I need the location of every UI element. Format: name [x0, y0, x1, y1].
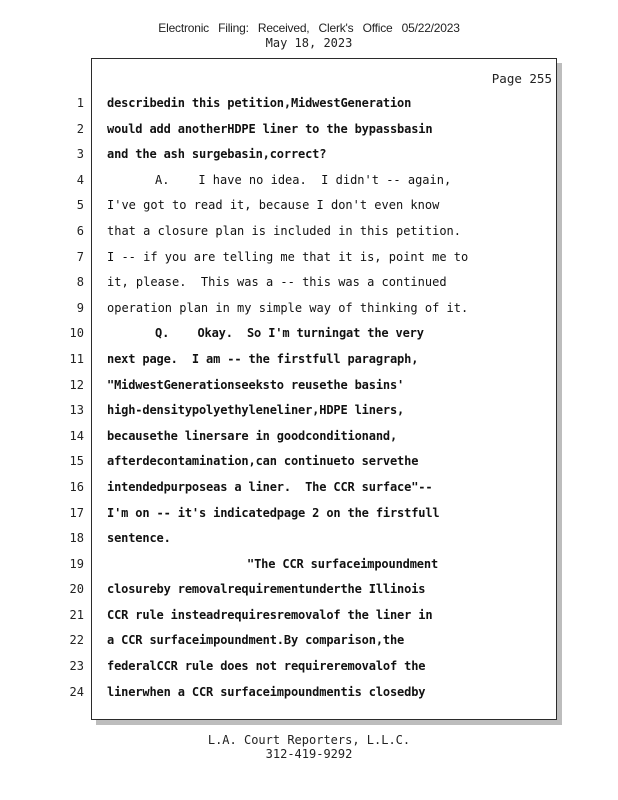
transcript-line: I -- if you are telling me that it is, point me to: [107, 249, 469, 264]
line-number: 11: [69, 351, 84, 366]
line-number: 21: [69, 607, 84, 622]
transcript-line: Q. Okay. So I'm turningat the very: [155, 326, 424, 341]
transcript-line: high-densitypolyethyleneliner,HDPE liners,: [107, 403, 405, 418]
transcript-line: operation plan in my simple way of thinking of it.: [107, 300, 469, 315]
transcript-line: intendedpurposeas a liner. The CCR surface"--: [107, 479, 433, 494]
line-number: 19: [69, 556, 84, 571]
transcript-line: and the ash surgebasin,correct?: [107, 147, 327, 162]
transcript-line: "MidwestGenerationseeksto reusethe basins': [107, 377, 405, 392]
transcript-date: May 18, 2023: [265, 36, 353, 50]
line-number: 8: [76, 275, 84, 290]
transcript-line: I've got to read it, because I don't even know: [107, 198, 440, 213]
transcript-text: [107, 95, 507, 709]
line-number: 14: [69, 428, 84, 443]
line-number: 1: [76, 96, 84, 110]
reporter-phone: 312-419-9292: [265, 747, 353, 761]
transcript-line: next page. I am -- the firstfull paragraph,: [107, 351, 419, 366]
transcript-line: federalCCR rule does not requireremovalof the: [107, 659, 426, 674]
line-number: 2: [76, 121, 84, 136]
transcript-line: that a closure plan is included in this petition.: [107, 223, 462, 238]
transcript-line: a CCR surfaceimpoundment.By comparison,the: [107, 633, 405, 648]
line-number: 24: [69, 684, 84, 699]
line-number: 12: [69, 377, 84, 392]
transcript-line: describedin this petition,MidwestGeneration: [107, 96, 412, 110]
line-number: 4: [76, 172, 84, 187]
transcript-line: I'm on -- it's indicatedpage 2 on the firstfull: [107, 505, 440, 520]
page-number: Page 255: [491, 71, 552, 86]
transcript-line: it, please. This was a -- this was a continued: [107, 275, 447, 290]
line-number: 18: [69, 531, 84, 546]
transcript-line: would add anotherHDPE liner to the bypassbasin: [107, 121, 433, 136]
line-number: 16: [69, 479, 84, 494]
line-number-column: [60, 95, 84, 709]
line-number: 13: [69, 403, 84, 418]
line-number: 5: [76, 198, 84, 213]
line-number: 10: [69, 326, 84, 341]
transcript-line: A. I have no idea. I didn't -- again,: [155, 172, 452, 187]
line-number: 3: [76, 147, 84, 162]
line-number: 22: [69, 633, 84, 648]
filing-stamp: Electronic Filing: Received, Clerk's Office 05/22/2023: [158, 21, 460, 35]
transcript-line: CCR rule insteadrequiresremovalof the liner in: [107, 607, 433, 622]
transcript-line: afterdecontamination,can continueto servethe: [107, 454, 419, 469]
transcript-line: sentence.: [107, 531, 171, 546]
transcript-line: closureby removalrequirementunderthe Illinois: [107, 582, 426, 597]
transcript-line: "The CCR surfaceimpoundment: [247, 556, 439, 571]
line-number: 7: [76, 249, 84, 264]
reporter-name: L.A. Court Reporters, L.L.C.: [207, 733, 411, 747]
line-number: 23: [69, 659, 84, 674]
line-number: 9: [76, 300, 84, 315]
line-number: 6: [76, 223, 84, 238]
line-number: 15: [69, 454, 84, 469]
line-number: 17: [69, 505, 84, 520]
transcript-line: becausethe linersare in goodconditionand,: [107, 428, 398, 443]
transcript-line: linerwhen a CCR surfaceimpoundmentis closedby: [107, 684, 426, 699]
line-number: 20: [69, 582, 84, 597]
